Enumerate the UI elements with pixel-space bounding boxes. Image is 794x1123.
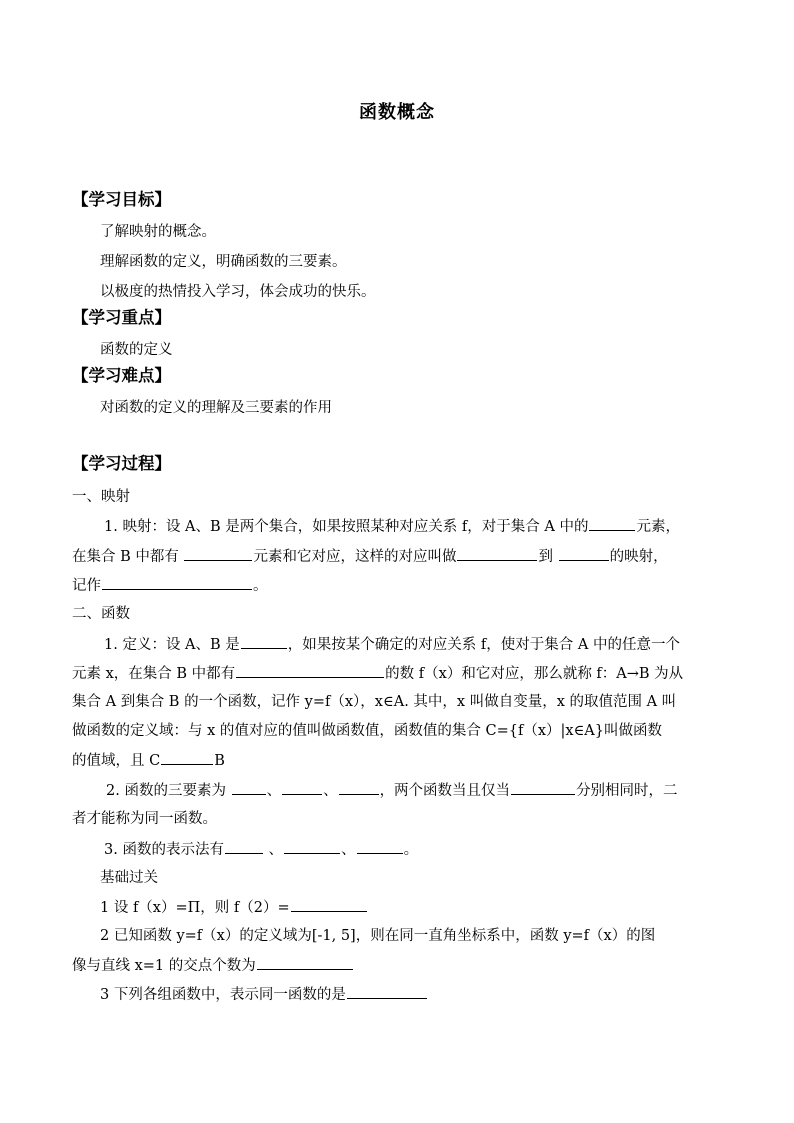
fill-blank[interactable] (357, 839, 403, 854)
difficulties-text: 对函数的定义的理解及三要素的作用 (100, 400, 332, 416)
text: 分别相同时，二 (576, 783, 678, 799)
fill-blank[interactable] (232, 780, 266, 795)
text: 记作 (72, 578, 101, 594)
text: 在集合 B 中都有 (72, 549, 184, 565)
mapping-heading: 一、映射 (72, 489, 130, 505)
fill-blank[interactable] (184, 546, 252, 561)
definition-line-4: 做函数的定义域：与 x 的值对应的值叫做函数值，函数值的集合 C={f（x）|x∈A}叫做函数 (72, 723, 663, 739)
basics-heading: 基础过关 (100, 870, 158, 886)
text: 1. 定义：设 A、B 是 (104, 637, 240, 653)
fill-blank[interactable] (284, 839, 340, 854)
fill-blank[interactable] (225, 839, 263, 854)
objectives-heading: 【学习目标】 (72, 190, 171, 209)
function-heading: 二、函数 (72, 606, 130, 622)
text: 、 (263, 842, 284, 858)
fill-blank[interactable] (347, 984, 427, 999)
text: 1. 映射：设 A、B 是两个集合，如果按照某种对应关系 f，对于集合 A 中的 (104, 519, 589, 535)
text: 。 (253, 578, 268, 594)
fill-blank[interactable] (291, 897, 367, 912)
difficulties-heading: 【学习难点】 (72, 366, 171, 385)
text: B (214, 753, 225, 769)
text: 、 (341, 842, 356, 858)
text: 1 设 f（x）=Π，则 f（2）= (100, 900, 290, 916)
mapping-line-1 (104, 516, 764, 537)
fill-blank[interactable] (161, 750, 213, 765)
question-2-line-2 (72, 955, 732, 976)
text: 的值域，且 C (72, 753, 161, 769)
key-points-text: 函数的定义 (100, 342, 173, 358)
text: 、 (323, 783, 338, 799)
text: 像与直线 x=1 的交点个数为 (72, 958, 256, 974)
definition-line-3: 集合 A 到集合 B 的一个函数，记作 y=f（x），x∈A. 其中，x 叫做自变量，x 的取值范围 A 叫 (72, 694, 677, 710)
definition-line-2 (72, 663, 732, 684)
mapping-line-2 (72, 546, 732, 567)
fill-blank[interactable] (457, 546, 537, 561)
text: 到 (538, 549, 558, 565)
fill-blank[interactable] (102, 575, 252, 590)
text: 的数 f（x）和它对应，那么就称 f：A→B 为从 (385, 666, 684, 682)
objective-item-2: 理解函数的定义，明确函数的三要素。 (100, 254, 347, 270)
text: 元素， (636, 519, 680, 535)
question-2-line-1: 2 已知函数 y=f（x）的定义域为[-1, 5]，则在同一直角坐标系中，函数 y=f（x）的图 (100, 928, 656, 944)
text: 。 (403, 842, 419, 858)
fill-blank[interactable] (257, 955, 353, 970)
text: ，两个函数当且仅当 (379, 783, 511, 799)
mapping-line-3 (72, 575, 732, 596)
fill-blank[interactable] (282, 780, 322, 795)
fill-blank[interactable] (236, 663, 384, 678)
text: 3. 函数的表示法有 (104, 842, 224, 858)
text: 元素 x，在集合 B 中都有 (72, 666, 236, 682)
page-title: 函数概念 (359, 102, 435, 123)
text: 的映射， (609, 549, 668, 565)
objective-item-3: 以极度的热情投入学习，体会成功的快乐。 (100, 284, 376, 300)
three-elements-line-1 (106, 780, 766, 801)
text: 2. 函数的三要素为 (106, 783, 231, 799)
key-points-heading: 【学习重点】 (72, 308, 171, 327)
text: ，如果按某个确定的对应关系 f，使对于集合 A 中的任意一个 (287, 637, 680, 653)
fill-blank[interactable] (511, 780, 575, 795)
question-3 (100, 984, 760, 1005)
objective-item-1: 了解映射的概念。 (100, 224, 216, 240)
fill-blank[interactable] (589, 516, 635, 531)
fill-blank[interactable] (339, 780, 379, 795)
definition-line-5 (72, 750, 732, 771)
definition-line-1 (104, 634, 764, 655)
text: 元素和它对应，这样的对应叫做 (253, 549, 457, 565)
text: 3 下列各组函数中，表示同一函数的是 (100, 987, 346, 1003)
three-elements-line-2: 者才能称为同一函数。 (72, 811, 217, 827)
fill-blank[interactable] (241, 634, 287, 649)
representation-line (104, 839, 764, 860)
fill-blank[interactable] (559, 546, 609, 561)
text: 、 (266, 783, 282, 799)
question-1 (100, 897, 760, 918)
process-heading: 【学习过程】 (72, 454, 171, 473)
